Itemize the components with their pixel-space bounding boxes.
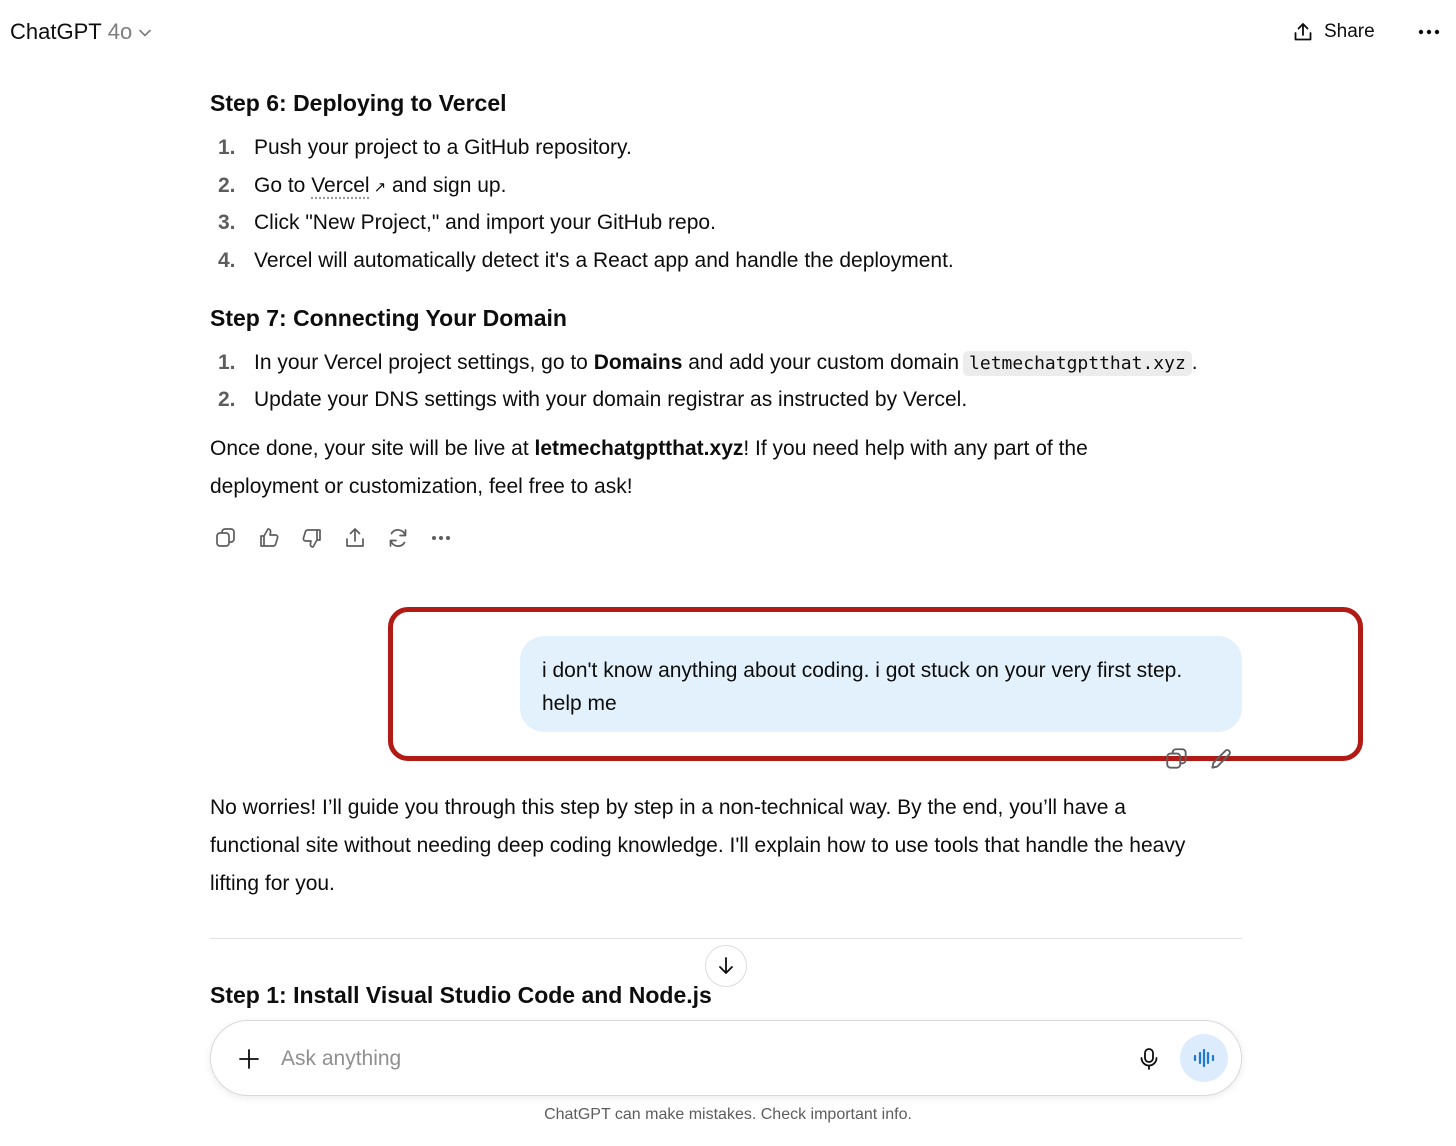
list-item: 3. Click "New Project," and import your GitHub repo. — [218, 211, 716, 234]
ellipsis-icon — [1418, 29, 1440, 35]
user-message-actions — [1164, 746, 1234, 772]
vercel-link[interactable]: Vercel — [311, 174, 370, 197]
top-bar — [0, 0, 1456, 64]
message-composer — [210, 1020, 1242, 1096]
edit-icon[interactable] — [1208, 746, 1234, 772]
copy-icon — [214, 526, 238, 550]
copy-icon[interactable] — [1164, 746, 1190, 772]
microphone-icon — [1138, 1047, 1160, 1071]
model-version: 4o — [107, 19, 133, 44]
arrow-down-icon — [716, 956, 736, 976]
thumbs-down-button[interactable] — [296, 522, 328, 554]
ellipsis-icon — [431, 535, 451, 541]
voice-waveform-icon — [1192, 1048, 1216, 1068]
list-item: 2. Go to Vercel ↗ and sign up. — [218, 174, 507, 197]
thumbs-up-button[interactable] — [253, 522, 285, 554]
copy-button[interactable] — [210, 522, 242, 554]
refresh-icon — [386, 526, 410, 550]
step1-heading: Step 1: Install Visual Studio Code and Node.js — [210, 982, 712, 1008]
share-icon — [343, 526, 367, 550]
share-message-button[interactable] — [339, 522, 371, 554]
share-button[interactable] — [1292, 16, 1375, 48]
regenerate-button[interactable] — [382, 522, 414, 554]
message-actions — [210, 522, 457, 554]
user-message-bubble — [520, 636, 1242, 732]
closing-paragraph: Once done, your site will be live at letmechatgptthat.xyz! If you need help with any part of the deployment or customization, feel free to ask! — [210, 437, 1088, 498]
list-item: 4. Vercel will automatically detect it's a React app and handle the deployment. — [218, 249, 954, 272]
thumbs-down-icon — [300, 526, 324, 550]
prompt-input[interactable] — [281, 1041, 1101, 1077]
share-label: Share — [1324, 21, 1375, 42]
model-selector[interactable] — [10, 18, 152, 46]
step6-heading: Step 6: Deploying to Vercel — [210, 90, 507, 116]
more-options-button[interactable] — [1414, 18, 1444, 46]
user-message-line: i don't know anything about coding. i got stuck on your very first step. — [542, 659, 1183, 682]
chevron-down-icon — [138, 26, 152, 40]
attach-button[interactable] — [233, 1043, 265, 1075]
user-message-line: help me — [542, 692, 617, 715]
divider — [210, 938, 1242, 939]
list-item: 2. Update your DNS settings with your domain registrar as instructed by Vercel. — [218, 388, 968, 411]
share-icon — [1292, 21, 1314, 43]
list-item: 1. Push your project to a GitHub repository. — [218, 136, 632, 159]
disclaimer-text: ChatGPT can make mistakes. Check important info. — [544, 1106, 912, 1123]
inline-code: letmechatgptthat.xyz — [963, 351, 1192, 376]
assistant-reply: No worries! I’ll guide you through this step by step in a non-technical way. By the end, you’ll have a functional site without needing deep coding knowledge. I'll explain how to use tools that handle the heavy lifting for you. — [210, 796, 1186, 895]
more-actions-button[interactable] — [425, 522, 457, 554]
step7-heading: Step 7: Connecting Your Domain — [210, 305, 567, 331]
list-item: 1. In your Vercel project settings, go to Domains and add your custom domain letmechatgptthat.xyz . — [218, 351, 1198, 374]
dictate-button[interactable] — [1133, 1043, 1165, 1075]
plus-icon — [238, 1048, 260, 1070]
external-link-icon: ↗ — [373, 179, 387, 196]
thumbs-up-icon — [257, 526, 281, 550]
voice-mode-button[interactable] — [1180, 1034, 1228, 1082]
model-name: ChatGPT — [10, 19, 102, 44]
scroll-to-bottom-button[interactable] — [705, 945, 747, 987]
